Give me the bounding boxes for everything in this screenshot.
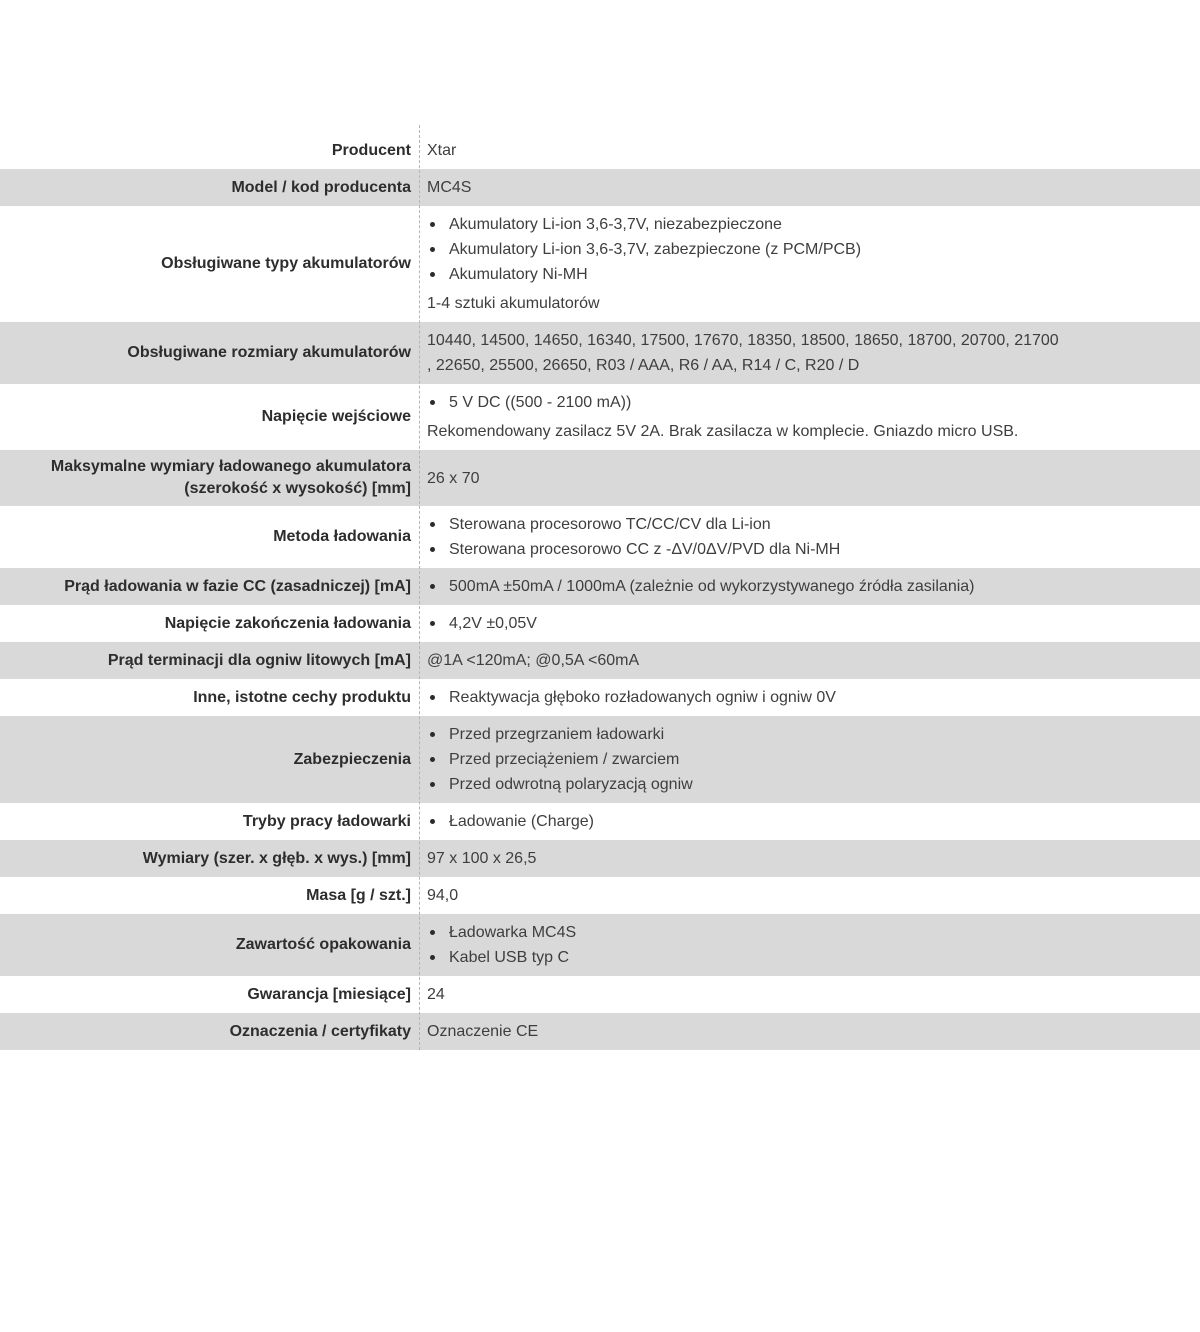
- value-text: [427, 328, 1182, 378]
- bullet-item: [427, 809, 1182, 834]
- bullet-text: Sterowana procesorowo CC z -ΔV/0ΔV/PVD dla Ni-MH: [449, 541, 841, 558]
- spec-row-6: [0, 450, 1200, 506]
- value-text-line: MC4S: [427, 179, 472, 196]
- value-text: [427, 846, 1182, 871]
- column-divider-line: [419, 125, 420, 1050]
- value-text-line: Oznaczenie CE: [427, 1023, 539, 1040]
- bullet-icon: [430, 621, 435, 626]
- bullet-item: [427, 574, 1182, 599]
- bullet-icon: [430, 547, 435, 552]
- spec-label: Metoda ładowania: [273, 528, 411, 545]
- spec-row-11: [0, 679, 1200, 716]
- value-text: [427, 291, 1182, 316]
- value-text: [427, 1019, 1182, 1044]
- bullet-list: [427, 390, 1182, 415]
- spec-value: [419, 574, 1200, 599]
- bullet-icon: [430, 695, 435, 700]
- bullet-item: [427, 390, 1182, 415]
- spec-value: [419, 390, 1200, 444]
- bullet-text: Sterowana procesorowo TC/CC/CV dla Li-ion: [449, 516, 771, 533]
- product-spec-table: [0, 132, 1200, 1050]
- bullet-icon: [430, 522, 435, 527]
- bullet-text: 5 V DC ((500 - 2100 mA)): [449, 394, 632, 411]
- spec-row-10: [0, 642, 1200, 679]
- bullet-text: Przed przeciążeniem / zwarciem: [449, 751, 680, 768]
- bullet-list: [427, 920, 1182, 970]
- bullet-icon: [430, 732, 435, 737]
- spec-label: Obsługiwane rozmiary akumulatorów: [127, 344, 411, 361]
- spec-value: [419, 138, 1200, 163]
- bullet-text: 4,2V ±0,05V: [449, 615, 537, 632]
- bullet-icon: [430, 930, 435, 935]
- spec-label: Model / kod producenta: [231, 178, 411, 196]
- spec-value: [419, 809, 1200, 834]
- spec-value: [419, 611, 1200, 636]
- value-text-line: Xtar: [427, 142, 457, 159]
- bullet-text: Akumulatory Li-ion 3,6-3,7V, niezabezpieczone: [449, 216, 782, 233]
- spec-label: Masa [g / szt.]: [306, 886, 411, 904]
- bullet-list: [427, 212, 1182, 287]
- spec-label: Zabezpieczenia: [293, 750, 411, 768]
- bullet-text: Reaktywacja głęboko rozładowanych ogniw i ogniw 0V: [449, 689, 836, 706]
- bullet-item: [427, 237, 1182, 262]
- spec-value: [419, 982, 1200, 1007]
- bullet-text: 500mA ±50mA / 1000mA (zależnie od wykorzystywanego źródła zasilania): [449, 578, 975, 595]
- spec-row-4: [0, 322, 1200, 384]
- bullet-item: [427, 512, 1182, 537]
- bullet-item: [427, 722, 1182, 747]
- spec-label: Napięcie wejściowe: [261, 408, 411, 425]
- bullet-text: Przed odwrotną polaryzacją ogniw: [449, 776, 693, 793]
- value-text: [427, 883, 1182, 908]
- value-text-line: 10440, 14500, 14650, 16340, 17500, 17670, 18350, 18500, 18650, 18700, 20700, 21700: [427, 332, 1059, 349]
- bullet-list: [427, 722, 1182, 797]
- bullet-item: [427, 945, 1182, 970]
- value-text-line: , 22650, 25500, 26650, R03 / AAA, R6 / AA, R14 / C, R20 / D: [427, 357, 860, 374]
- bullet-list: [427, 809, 1182, 834]
- spec-row-15: [0, 877, 1200, 914]
- bullet-icon: [430, 757, 435, 762]
- spec-label: Prąd terminacji dla ogniw litowych [mA]: [107, 651, 411, 669]
- spec-label: Inne, istotne cechy produktu: [193, 688, 411, 706]
- bullet-icon: [430, 247, 435, 252]
- spec-label: Obsługiwane typy akumulatorów: [161, 255, 411, 272]
- spec-value: [419, 175, 1200, 200]
- value-text: [427, 175, 1182, 200]
- bullet-list: [427, 574, 1182, 599]
- bullet-text: Ładowanie (Charge): [449, 813, 594, 830]
- spec-row-18: [0, 1013, 1200, 1050]
- bullet-list: [427, 512, 1182, 562]
- bullet-text: Przed przegrzaniem ładowarki: [449, 726, 665, 743]
- bullet-icon: [430, 782, 435, 787]
- spec-row-3: [0, 206, 1200, 322]
- spec-value: [419, 1019, 1200, 1044]
- bullet-list: [427, 611, 1182, 636]
- spec-label: Producent: [331, 141, 411, 159]
- spec-row-16: [0, 914, 1200, 976]
- bullet-icon: [430, 222, 435, 227]
- bullet-icon: [430, 272, 435, 277]
- spec-label: Napięcie zakończenia ładowania: [164, 614, 411, 632]
- spec-row-5: [0, 384, 1200, 450]
- value-text-line: 94,0: [427, 887, 459, 904]
- bullet-text: Kabel USB typ C: [449, 949, 570, 966]
- spec-label: Wymiary (szer. x głęb. x wys.) [mm]: [142, 849, 411, 867]
- value-text-line: 26 x 70: [427, 469, 480, 487]
- spec-value: [419, 722, 1200, 797]
- bullet-item: [427, 747, 1182, 772]
- spec-row-9: [0, 605, 1200, 642]
- value-text: [427, 419, 1182, 444]
- spec-value: [419, 920, 1200, 970]
- bullet-item: [427, 685, 1182, 710]
- spec-row-13: [0, 803, 1200, 840]
- bullet-list: [427, 685, 1182, 710]
- spec-row-2: [0, 169, 1200, 206]
- spec-row-17: [0, 976, 1200, 1013]
- bullet-item: [427, 611, 1182, 636]
- value-text-line: Rekomendowany zasilacz 5V 2A. Brak zasilacza w komplecie. Gniazdo micro USB.: [427, 423, 1019, 440]
- spec-value: [419, 466, 1200, 491]
- value-text-line: 97 x 100 x 26,5: [427, 850, 537, 867]
- bullet-item: [427, 920, 1182, 945]
- spec-label: Prąd ładowania w fazie CC (zasadniczej) [mA]: [64, 577, 411, 595]
- value-text-line: 24: [427, 986, 445, 1003]
- spec-label: Gwarancja [miesiące]: [247, 985, 411, 1003]
- spec-row-12: [0, 716, 1200, 803]
- value-text: [427, 648, 1182, 673]
- value-text-line: 1-4 sztuki akumulatorów: [427, 295, 600, 312]
- spec-row-7: [0, 506, 1200, 568]
- spec-row-8: [0, 568, 1200, 605]
- bullet-text: Akumulatory Ni-MH: [449, 266, 588, 283]
- spec-label: Zawartość opakowania: [235, 936, 411, 953]
- spec-value: [419, 648, 1200, 673]
- spec-label: Tryby pracy ładowarki: [242, 812, 411, 830]
- spec-value: [419, 212, 1200, 316]
- spec-value: [419, 846, 1200, 871]
- spec-label: Maksymalne wymiary ładowanego akumulatora (szerokość x wysokość) [mm]: [50, 458, 411, 497]
- value-text: [427, 138, 1182, 163]
- bullet-icon: [430, 400, 435, 405]
- bullet-item: [427, 772, 1182, 797]
- bullet-icon: [430, 955, 435, 960]
- bullet-item: [427, 212, 1182, 237]
- bullet-item: [427, 537, 1182, 562]
- spec-value: [419, 883, 1200, 908]
- value-text-line: @1A <120mA; @0,5A <60mA: [427, 652, 640, 669]
- value-text: [427, 982, 1182, 1007]
- spec-value: [419, 328, 1200, 378]
- spec-row-14: [0, 840, 1200, 877]
- bullet-icon: [430, 819, 435, 824]
- bullet-item: [427, 262, 1182, 287]
- bullet-text: Akumulatory Li-ion 3,6-3,7V, zabezpieczone (z PCM/PCB): [449, 241, 862, 258]
- bullet-icon: [430, 584, 435, 589]
- bullet-text: Ładowarka MC4S: [449, 924, 577, 941]
- value-text: [427, 466, 1182, 491]
- spec-value: [419, 512, 1200, 562]
- spec-label: Oznaczenia / certyfikaty: [229, 1022, 411, 1040]
- spec-row-1: [0, 132, 1200, 169]
- spec-value: [419, 685, 1200, 710]
